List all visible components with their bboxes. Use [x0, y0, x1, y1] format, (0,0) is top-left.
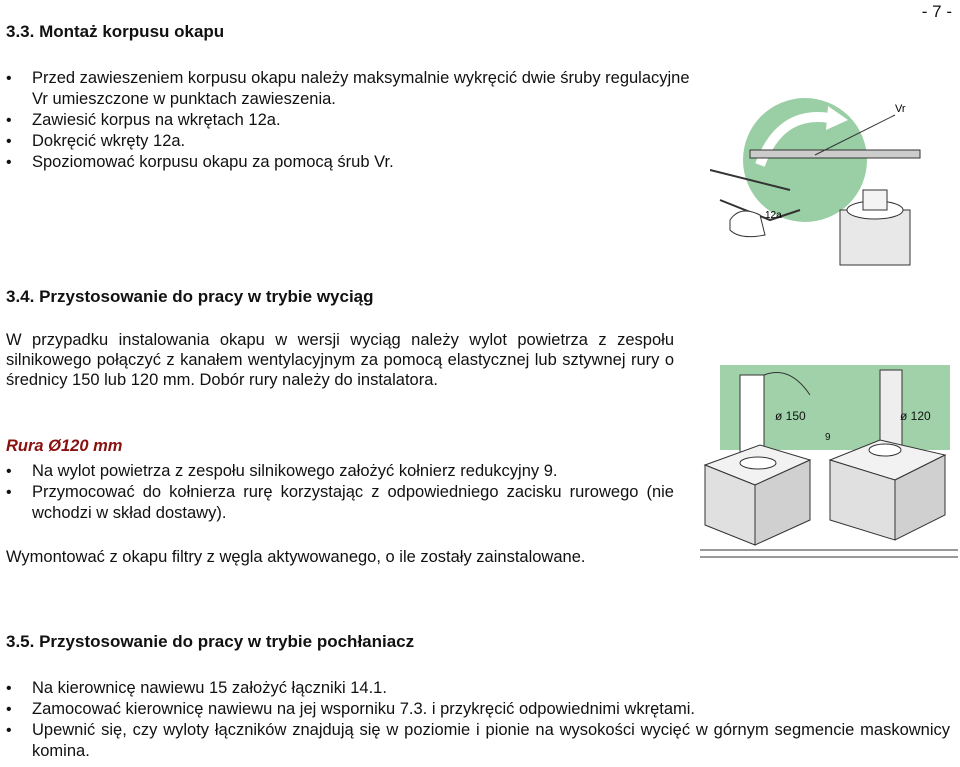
label-9: 9 — [825, 432, 831, 443]
section-heading-3-5: 3.5. Przystosowanie do pracy w trybie pochłaniacz — [6, 632, 415, 651]
pipe-120 — [880, 370, 902, 450]
subheading-rura-120: Rura Ø120 mm — [6, 437, 123, 455]
duct-diameter-figure — [700, 345, 958, 567]
list-item: • Na kierownicę nawiewu 15 założyć łączniki 14.1. — [6, 678, 950, 699]
list-item: • Spoziomować korpusu okapu za pomocą śrub Vr. — [6, 152, 696, 173]
label-12a: 12a — [765, 210, 782, 221]
section-heading-3-3: 3.3. Montaż korpusu okapu — [6, 22, 225, 41]
wyciag-bullet-list — [6, 461, 674, 524]
montaz-bullet-list — [6, 68, 696, 173]
list-item: • Upewnić się, czy wyloty łączników znajdują się w poziomie i pionie na wysokości wycięć w górnym segmencie maskownicy komina. — [6, 720, 950, 762]
list-item: • Zamocować kierownicę nawiewu na jej wsporniku 7.3. i przykręcić odpowiednimi wkrętami. — [6, 699, 950, 720]
wyciag-note: Wymontować z okapu filtry z węgla aktywowanego, o ile zostały zainstalowane. — [6, 548, 586, 566]
page-number: - 7 - — [921, 2, 952, 21]
section-heading-3-4: 3.4. Przystosowanie do pracy w trybie wyciąg — [6, 287, 374, 306]
list-item: • Na wylot powietrza z zespołu silnikowego założyć kołnierz redukcyjny 9. — [6, 461, 674, 482]
pochlaniacz-bullet-list — [6, 678, 950, 762]
list-item: • Przed zawieszeniem korpusu okapu należy maksymalnie wykręcić dwie śruby regulacyjne Vr umieszczone w punktach zawieszenia. — [6, 68, 696, 110]
wyciag-paragraph: W przypadku instalowania okapu w wersji wyciąg należy wylot powietrza z zespołu silnikowego połączyć z kanałem wentylacyjnym za pomocą elastycznej lub sztywnej rury o średnicy 150 lub 120 mm. Dobór rury należy do instalatora. — [6, 331, 674, 389]
label-150: ø 150 — [775, 409, 806, 423]
hood-mounting-figure — [710, 70, 955, 270]
label-120: ø 120 — [900, 409, 931, 423]
hand-drawing — [730, 211, 765, 237]
label-vr: Vr — [895, 103, 906, 115]
list-item: • Przymocować do kołnierza rurę korzystając z odpowiedniego zacisku rurowego (nie wchodzi w skład dostawy). — [6, 482, 674, 524]
list-item: • Zawiesić korpus na wkrętach 12a. — [6, 110, 696, 131]
list-item: • Dokręcić wkręty 12a. — [6, 131, 696, 152]
